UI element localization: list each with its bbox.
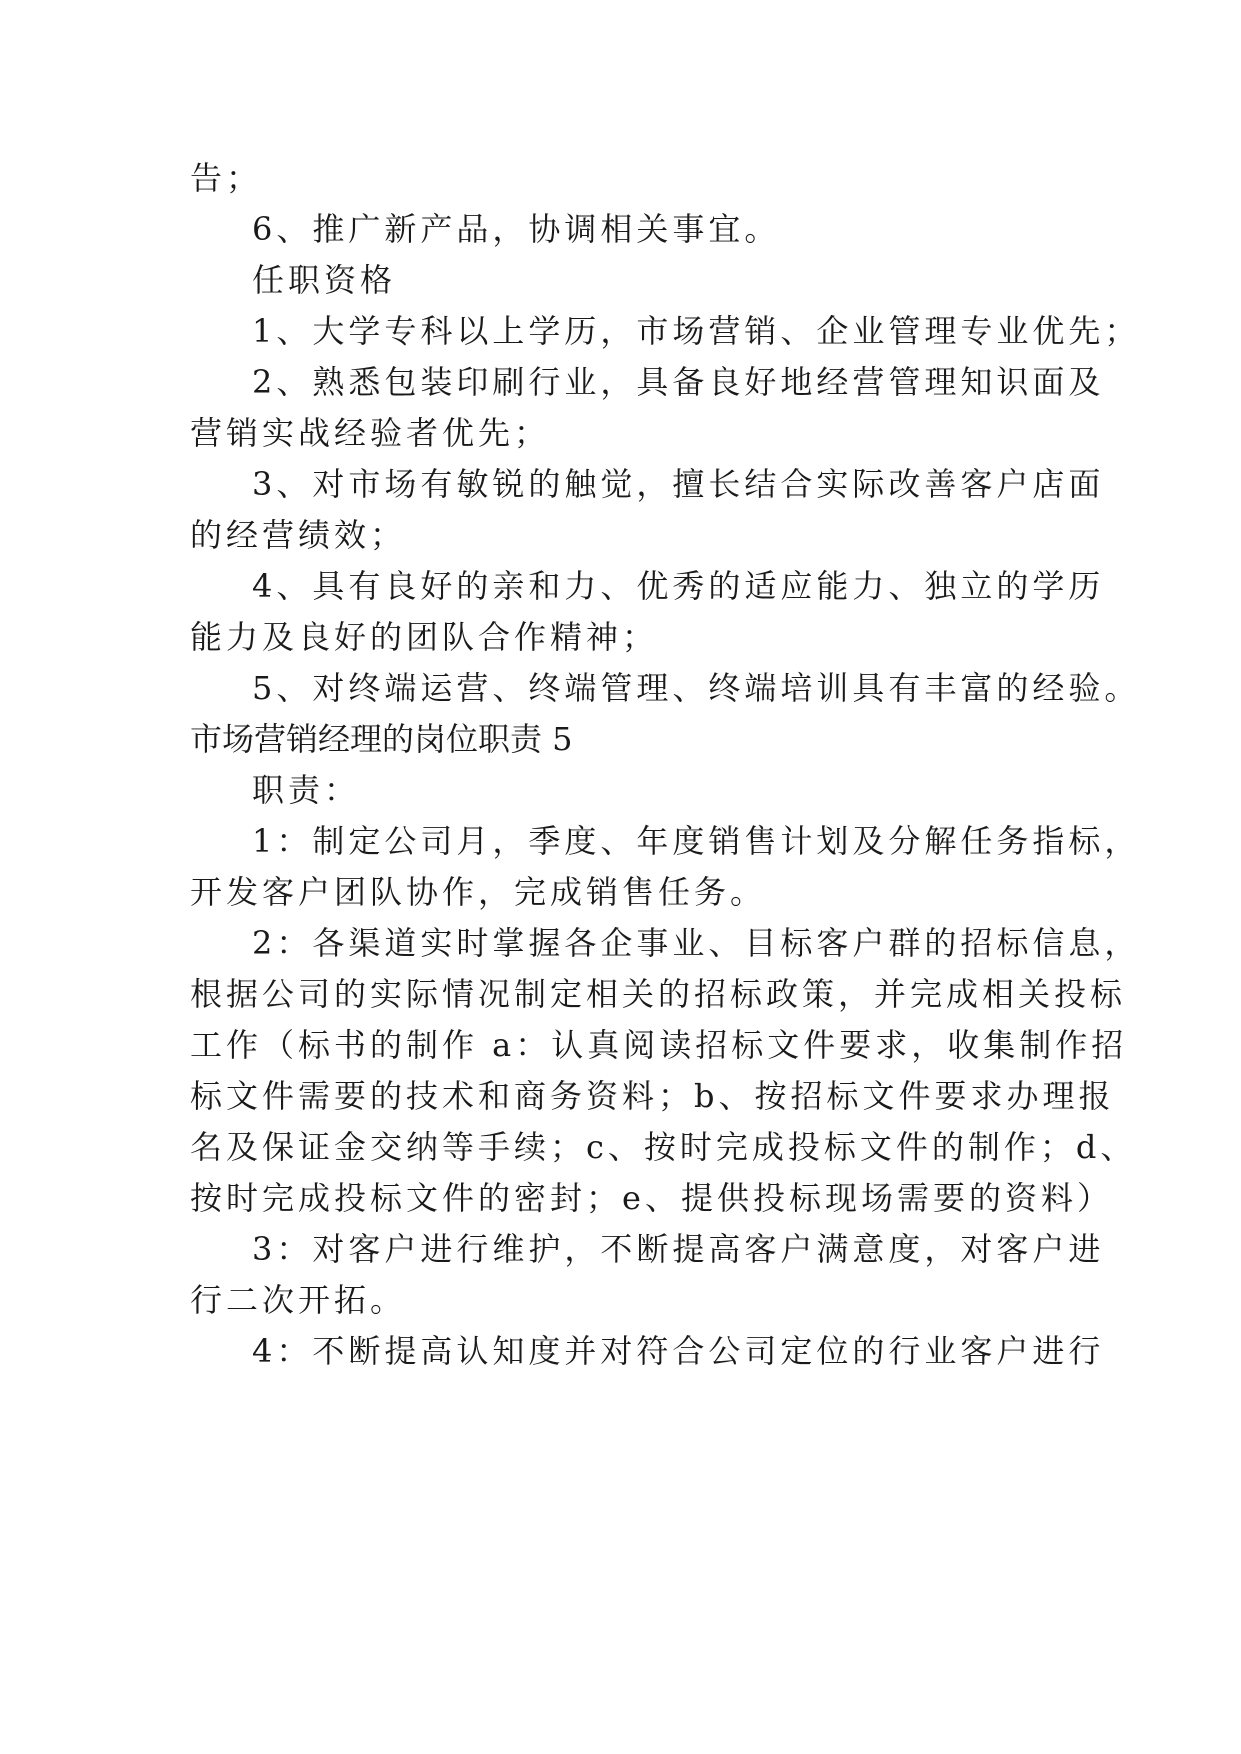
text-line: 名及保证金交纳等手续；c、按时完成投标文件的制作；d、 [190,1128,1137,1166]
text-line: 开发客户团队协作，完成销售任务。 [190,873,767,911]
text-line: 3、对市场有敏锐的触觉，擅长结合实际改善客户店面 [252,465,1105,503]
text-line: 4、具有良好的亲和力、优秀的适应能力、独立的学历 [252,567,1105,605]
text-line: 告； [190,159,263,197]
text-line: 工作（标书的制作 a：认真阅读招标文件要求，收集制作招 [190,1026,1128,1064]
text-line: 行二次开拓。 [190,1281,407,1319]
text-line: 2、熟悉包装印刷行业，具备良好地经营管理知识面及 [252,363,1105,401]
text-line: 营销实战经验者优先； [190,414,551,452]
text-line: 根据公司的实际情况制定相关的招标政策，并完成相关投标 [190,975,1127,1013]
section-heading: 职责： [252,771,361,809]
text-line: 的经营绩效； [190,516,407,554]
text-line: 5、对终端运营、终端管理、终端培训具有丰富的经验。 [252,669,1141,707]
text-line: 能力及良好的团队合作精神； [190,618,659,656]
text-line: 1、大学专科以上学历，市场营销、企业管理专业优先； [252,312,1141,350]
text-line: 6、推广新产品，协调相关事宜。 [252,210,781,248]
text-line: 按时完成投标文件的密封；e、提供投标现场需要的资料） [190,1179,1113,1217]
text-line: 2：各渠道实时掌握各企事业、目标客户群的招标信息， [252,924,1141,962]
text-line: 3：对客户进行维护，不断提高客户满意度，对客户进 [252,1230,1105,1268]
section-heading: 任职资格 [252,261,397,299]
text-line: 1：制定公司月，季度、年度销售计划及分解任务指标， [252,822,1141,860]
text-line: 4：不断提高认知度并对符合公司定位的行业客户进行 [252,1332,1105,1370]
section-title: 市场营销经理的岗位职责 5 [190,720,573,758]
text-line: 标文件需要的技术和商务资料；b、按招标文件要求办理报 [190,1077,1115,1115]
